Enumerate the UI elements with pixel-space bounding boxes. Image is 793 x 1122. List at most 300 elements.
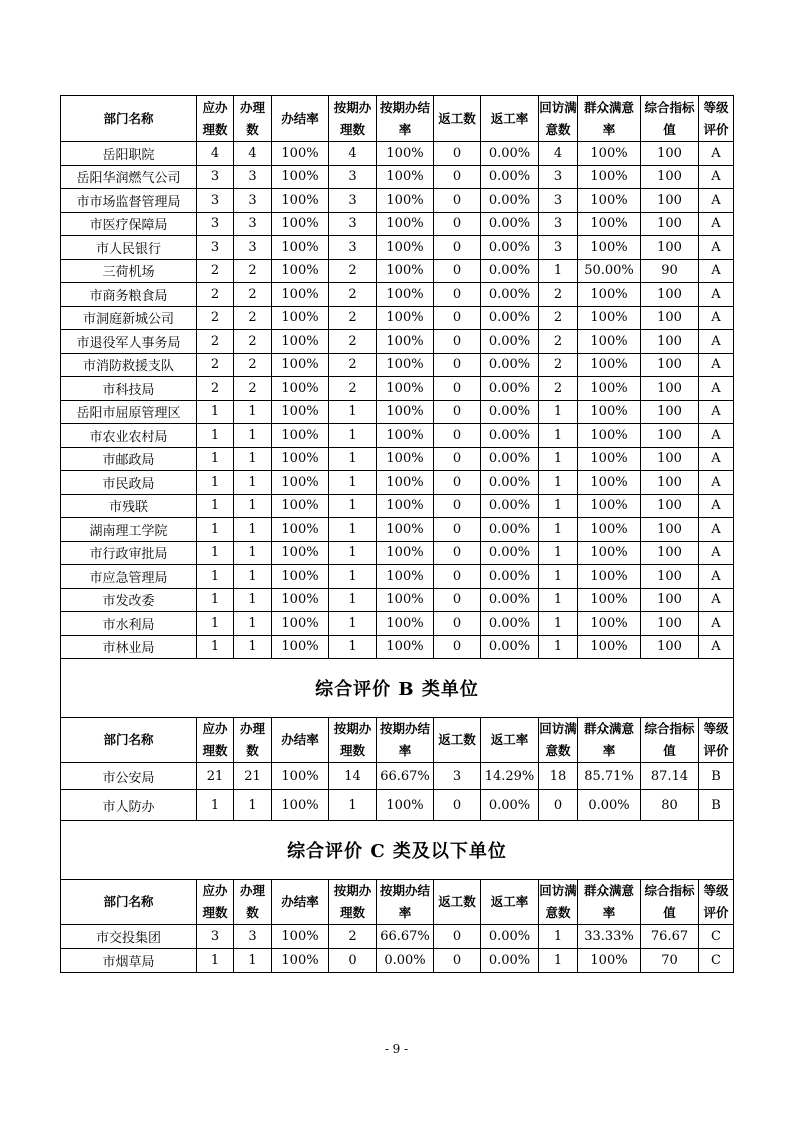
cell-dept: 市烟草局 [61,949,197,973]
table-row [61,142,734,166]
cell-rate: 100% [272,400,329,424]
cell-rate: 100% [272,518,329,542]
header-handled: 办理数 [234,96,272,142]
cell-should: 2 [197,259,234,283]
cell-satisfaction: 50.00% [578,259,641,283]
cell-rate: 100% [272,494,329,518]
table-header-a [61,96,734,142]
cell-satisfaction: 85.71% [578,763,641,790]
header-index: 综合指标值 [641,96,699,142]
cell-rate: 100% [272,236,329,260]
document-page [60,95,733,973]
cell-ontime-rate: 100% [377,236,434,260]
cell-should: 21 [197,763,234,790]
cell-ontime-rate: 66.67% [377,925,434,949]
cell-rate: 100% [272,189,329,213]
cell-rework-rate: 0.00% [481,283,539,307]
header-should: 应办理数 [197,880,234,925]
cell-dept: 市科技局 [61,377,197,401]
header-rework-rate: 返工率 [481,880,539,925]
cell-index: 100 [641,400,699,424]
cell-rate: 100% [272,447,329,471]
cell-dept: 三荷机场 [61,259,197,283]
cell-dept: 市邮政局 [61,447,197,471]
cell-rework: 0 [434,259,481,283]
cell-rework-rate: 0.00% [481,400,539,424]
section-b-row [61,659,734,718]
cell-handled: 1 [234,612,272,636]
cell-satisfaction: 100% [578,494,641,518]
cell-rework: 0 [434,565,481,589]
table-header-c [61,880,734,925]
cell-index: 100 [641,447,699,471]
cell-satisfaction: 100% [578,283,641,307]
cell-visit: 2 [539,353,578,377]
cell-rate: 100% [272,165,329,189]
cell-rate: 100% [272,925,329,949]
cell-visit: 2 [539,306,578,330]
cell-rework: 3 [434,763,481,790]
table-row [61,189,734,213]
header-rate: 办结率 [272,96,329,142]
header-visit: 回访满意数 [539,96,578,142]
cell-index: 76.67 [641,925,699,949]
cell-satisfaction: 100% [578,612,641,636]
cell-rework: 0 [434,400,481,424]
cell-visit: 1 [539,424,578,448]
cell-index: 70 [641,949,699,973]
cell-visit: 1 [539,588,578,612]
header-handled: 办理数 [234,718,272,763]
cell-handled: 1 [234,447,272,471]
cell-grade: A [699,142,734,166]
cell-ontime-rate: 100% [377,588,434,612]
cell-rate: 100% [272,635,329,659]
table-row [61,588,734,612]
cell-dept: 市公安局 [61,763,197,790]
header-grade: 等级评价 [699,718,734,763]
cell-should: 3 [197,212,234,236]
header-satisfaction: 群众满意率 [578,96,641,142]
cell-should: 2 [197,377,234,401]
cell-visit: 0 [539,790,578,821]
cell-ontime-rate: 100% [377,165,434,189]
cell-ontime-rate: 100% [377,330,434,354]
cell-index: 100 [641,353,699,377]
cell-grade: A [699,165,734,189]
table-row [61,259,734,283]
cell-dept: 湖南理工学院 [61,518,197,542]
cell-handled: 3 [234,212,272,236]
header-dept: 部门名称 [61,718,197,763]
cell-handled: 1 [234,471,272,495]
cell-visit: 2 [539,330,578,354]
cell-grade: A [699,259,734,283]
cell-dept: 市民政局 [61,471,197,495]
cell-visit: 1 [539,518,578,542]
cell-should: 4 [197,142,234,166]
cell-should: 3 [197,925,234,949]
header-ontime: 按期办理数 [329,880,377,925]
header-grade: 等级评价 [699,96,734,142]
cell-handled: 1 [234,518,272,542]
cell-visit: 1 [539,447,578,471]
header-rate: 办结率 [272,718,329,763]
cell-grade: B [699,763,734,790]
table-row [61,447,734,471]
cell-rework-rate: 0.00% [481,541,539,565]
cell-rate: 100% [272,283,329,307]
cell-rework: 0 [434,925,481,949]
cell-visit: 3 [539,236,578,260]
table-row [61,236,734,260]
cell-handled: 1 [234,565,272,589]
cell-ontime-rate: 100% [377,424,434,448]
header-dept: 部门名称 [61,96,197,142]
table-header-b [61,718,734,763]
cell-rework-rate: 0.00% [481,588,539,612]
cell-rework-rate: 0.00% [481,353,539,377]
cell-index: 100 [641,494,699,518]
header-rework: 返工数 [434,880,481,925]
cell-dept: 市市场监督管理局 [61,189,197,213]
cell-rework-rate: 0.00% [481,447,539,471]
cell-satisfaction: 100% [578,518,641,542]
cell-handled: 2 [234,306,272,330]
cell-ontime-rate: 100% [377,494,434,518]
cell-rework: 0 [434,377,481,401]
cell-ontime-rate: 100% [377,400,434,424]
cell-dept: 市应急管理局 [61,565,197,589]
cell-dept: 市洞庭新城公司 [61,306,197,330]
cell-rework: 0 [434,949,481,973]
cell-visit: 1 [539,400,578,424]
cell-should: 1 [197,471,234,495]
cell-ontime: 1 [329,541,377,565]
table-row [61,377,734,401]
cell-rework: 0 [434,612,481,636]
cell-satisfaction: 100% [578,330,641,354]
cell-should: 1 [197,635,234,659]
cell-handled: 1 [234,541,272,565]
cell-ontime: 1 [329,518,377,542]
cell-handled: 2 [234,377,272,401]
cell-index: 100 [641,236,699,260]
table-row [61,949,734,973]
cell-rework: 0 [434,494,481,518]
cell-rework-rate: 0.00% [481,165,539,189]
cell-index: 100 [641,165,699,189]
cell-grade: A [699,635,734,659]
cell-handled: 3 [234,165,272,189]
cell-satisfaction: 33.33% [578,925,641,949]
cell-ontime: 1 [329,612,377,636]
cell-grade: B [699,790,734,821]
cell-rework-rate: 0.00% [481,212,539,236]
cell-satisfaction: 100% [578,236,641,260]
cell-grade: A [699,494,734,518]
table-row [61,494,734,518]
cell-grade: A [699,377,734,401]
cell-grade: A [699,612,734,636]
cell-grade: A [699,471,734,495]
header-ontime-rate: 按期办结率 [377,718,434,763]
cell-ontime-rate: 100% [377,790,434,821]
cell-rework-rate: 0.00% [481,471,539,495]
cell-rework: 0 [434,236,481,260]
cell-handled: 1 [234,494,272,518]
table-row [61,541,734,565]
header-rate: 办结率 [272,880,329,925]
cell-rework-rate: 0.00% [481,612,539,636]
cell-ontime-rate: 100% [377,565,434,589]
header-index: 综合指标值 [641,880,699,925]
cell-dept: 市医疗保障局 [61,212,197,236]
cell-satisfaction: 100% [578,165,641,189]
cell-index: 87.14 [641,763,699,790]
cell-index: 100 [641,612,699,636]
cell-index: 100 [641,189,699,213]
cell-satisfaction: 100% [578,212,641,236]
cell-dept: 岳阳职院 [61,142,197,166]
cell-index: 100 [641,330,699,354]
cell-ontime-rate: 100% [377,518,434,542]
cell-rate: 100% [272,259,329,283]
cell-should: 3 [197,236,234,260]
cell-grade: C [699,925,734,949]
cell-handled: 3 [234,925,272,949]
cell-index: 90 [641,259,699,283]
cell-ontime: 2 [329,925,377,949]
cell-ontime: 1 [329,494,377,518]
cell-rate: 100% [272,565,329,589]
header-ontime: 按期办理数 [329,96,377,142]
cell-should: 2 [197,306,234,330]
header-should: 应办理数 [197,96,234,142]
cell-rate: 100% [272,790,329,821]
cell-dept: 市行政审批局 [61,541,197,565]
cell-dept: 市消防救援支队 [61,353,197,377]
cell-ontime-rate: 66.67% [377,763,434,790]
cell-rate: 100% [272,588,329,612]
cell-ontime: 2 [329,259,377,283]
cell-ontime: 3 [329,189,377,213]
cell-satisfaction: 100% [578,377,641,401]
cell-dept: 市人民银行 [61,236,197,260]
cell-grade: A [699,518,734,542]
header-grade: 等级评价 [699,880,734,925]
cell-visit: 1 [539,925,578,949]
cell-grade: A [699,565,734,589]
cell-satisfaction: 100% [578,400,641,424]
header-index: 综合指标值 [641,718,699,763]
cell-ontime: 2 [329,353,377,377]
header-handled: 办理数 [234,880,272,925]
cell-ontime: 1 [329,790,377,821]
cell-visit: 4 [539,142,578,166]
header-should: 应办理数 [197,718,234,763]
cell-rate: 100% [272,212,329,236]
section-c-row [61,821,734,880]
cell-ontime: 2 [329,306,377,330]
cell-satisfaction: 100% [578,189,641,213]
cell-ontime: 1 [329,400,377,424]
cell-rework: 0 [434,635,481,659]
cell-rework-rate: 0.00% [481,306,539,330]
cell-grade: A [699,330,734,354]
cell-rework: 0 [434,424,481,448]
cell-grade: A [699,283,734,307]
cell-should: 1 [197,565,234,589]
cell-rework-rate: 0.00% [481,259,539,283]
cell-rate: 100% [272,330,329,354]
cell-ontime: 2 [329,283,377,307]
cell-rework: 0 [434,283,481,307]
cell-rate: 100% [272,424,329,448]
table-row [61,353,734,377]
cell-ontime-rate: 100% [377,142,434,166]
cell-rework: 0 [434,330,481,354]
cell-rework: 0 [434,189,481,213]
cell-satisfaction: 100% [578,635,641,659]
cell-satisfaction: 100% [578,306,641,330]
cell-dept: 市农业农村局 [61,424,197,448]
cell-index: 100 [641,283,699,307]
cell-rework-rate: 0.00% [481,518,539,542]
cell-rework-rate: 0.00% [481,949,539,973]
table-row [61,635,734,659]
table-row [61,612,734,636]
cell-rework: 0 [434,790,481,821]
cell-ontime: 2 [329,377,377,401]
cell-ontime: 2 [329,330,377,354]
cell-should: 1 [197,400,234,424]
section-b-title: 综合评价 B 类单位 [61,659,734,718]
cell-visit: 18 [539,763,578,790]
cell-handled: 2 [234,330,272,354]
table-row [61,283,734,307]
cell-should: 1 [197,518,234,542]
cell-dept: 市商务粮食局 [61,283,197,307]
table-row [61,565,734,589]
cell-visit: 3 [539,212,578,236]
cell-should: 1 [197,612,234,636]
section-c-title: 综合评价 C 类及以下单位 [61,821,734,880]
header-rework-rate: 返工率 [481,96,539,142]
cell-visit: 1 [539,471,578,495]
cell-should: 2 [197,330,234,354]
cell-ontime: 3 [329,165,377,189]
table-row [61,925,734,949]
header-rework-rate: 返工率 [481,718,539,763]
header-ontime-rate: 按期办结率 [377,96,434,142]
cell-rework-rate: 0.00% [481,236,539,260]
cell-handled: 2 [234,353,272,377]
cell-rate: 100% [272,353,329,377]
cell-dept: 市残联 [61,494,197,518]
cell-rate: 100% [272,612,329,636]
cell-visit: 3 [539,189,578,213]
cell-visit: 2 [539,283,578,307]
cell-satisfaction: 100% [578,949,641,973]
cell-rework-rate: 0.00% [481,635,539,659]
cell-handled: 3 [234,236,272,260]
cell-rework: 0 [434,541,481,565]
cell-ontime: 1 [329,424,377,448]
cell-index: 100 [641,377,699,401]
cell-ontime: 1 [329,471,377,495]
header-visit: 回访满意数 [539,880,578,925]
cell-handled: 1 [234,790,272,821]
cell-rate: 100% [272,541,329,565]
cell-rework-rate: 0.00% [481,790,539,821]
table-row [61,518,734,542]
cell-should: 1 [197,494,234,518]
cell-visit: 1 [539,259,578,283]
header-rework: 返工数 [434,718,481,763]
cell-ontime-rate: 0.00% [377,949,434,973]
cell-grade: A [699,447,734,471]
cell-rework: 0 [434,142,481,166]
table-row [61,165,734,189]
cell-dept: 市交投集团 [61,925,197,949]
cell-handled: 21 [234,763,272,790]
cell-dept: 岳阳华润燃气公司 [61,165,197,189]
cell-rate: 100% [272,142,329,166]
cell-grade: A [699,306,734,330]
cell-satisfaction: 0.00% [578,790,641,821]
cell-should: 1 [197,541,234,565]
table-row [61,790,734,821]
cell-ontime: 3 [329,212,377,236]
cell-ontime: 0 [329,949,377,973]
cell-dept: 市水利局 [61,612,197,636]
cell-rework: 0 [434,447,481,471]
cell-ontime-rate: 100% [377,283,434,307]
header-rework: 返工数 [434,96,481,142]
cell-ontime-rate: 100% [377,447,434,471]
cell-dept: 岳阳市屈原管理区 [61,400,197,424]
header-dept: 部门名称 [61,880,197,925]
header-ontime-rate: 按期办结率 [377,880,434,925]
cell-dept: 市发改委 [61,588,197,612]
cell-handled: 1 [234,949,272,973]
cell-grade: A [699,236,734,260]
cell-index: 100 [641,518,699,542]
cell-dept: 市林业局 [61,635,197,659]
cell-ontime-rate: 100% [377,189,434,213]
cell-index: 100 [641,212,699,236]
cell-index: 100 [641,635,699,659]
cell-rework-rate: 0.00% [481,494,539,518]
cell-ontime-rate: 100% [377,259,434,283]
cell-index: 100 [641,565,699,589]
cell-satisfaction: 100% [578,424,641,448]
cell-grade: A [699,424,734,448]
cell-satisfaction: 100% [578,565,641,589]
cell-handled: 1 [234,424,272,448]
cell-should: 1 [197,424,234,448]
cell-ontime-rate: 100% [377,612,434,636]
cell-grade: A [699,212,734,236]
cell-satisfaction: 100% [578,541,641,565]
table-row [61,330,734,354]
cell-grade: A [699,353,734,377]
cell-handled: 1 [234,635,272,659]
cell-should: 1 [197,447,234,471]
cell-rework-rate: 0.00% [481,424,539,448]
cell-satisfaction: 100% [578,142,641,166]
